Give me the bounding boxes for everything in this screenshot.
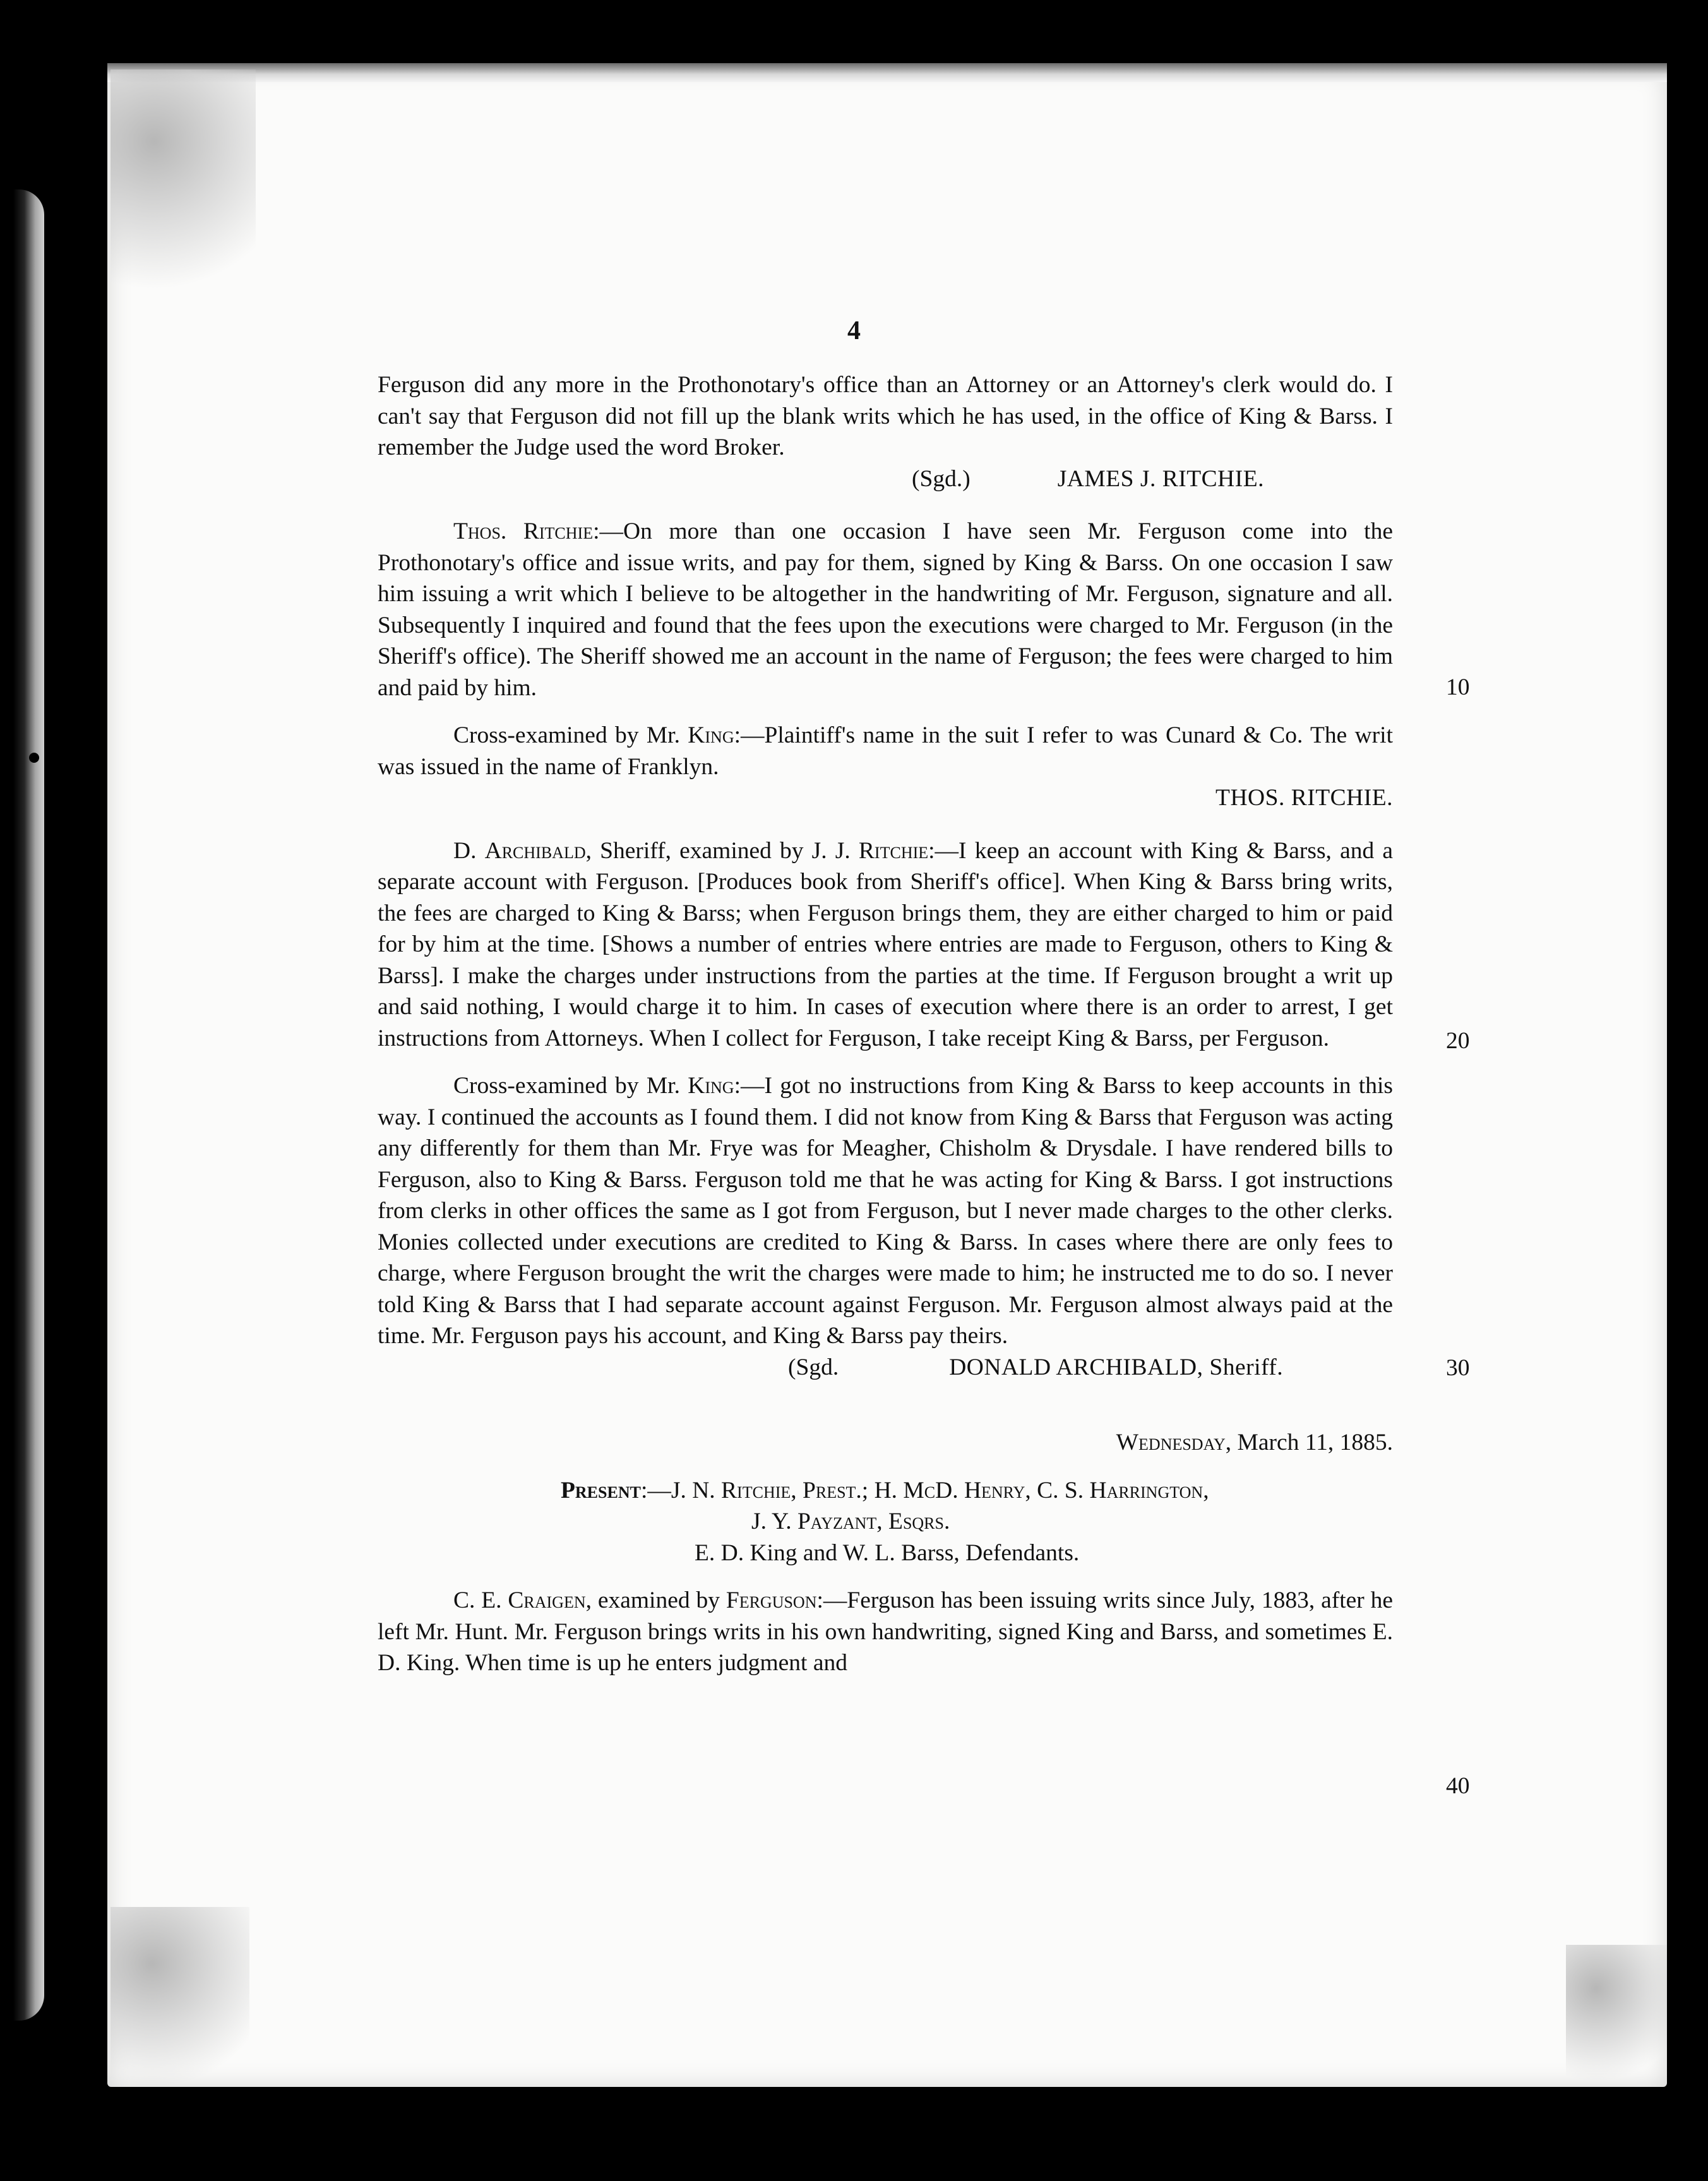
examiner-name: Ritchie [858, 837, 929, 864]
cross-examiner: King [688, 722, 734, 748]
worn-corner-top-left [110, 69, 256, 309]
examiner-name: Ferguson [726, 1587, 817, 1613]
signature-name: JAMES J. RITCHIE. [1057, 465, 1264, 492]
line-number-30: 30 [1446, 1355, 1470, 1381]
spacer [378, 1459, 1393, 1475]
signature-thos-ritchie [378, 782, 1393, 814]
cross-text: :—I got no instructions from King & Barss to keep accounts in this way. I continued the accounts as I found them. I did not know from King & Barss that Ferguson was acting any differently for them than Mr. Frye was for Meagher, Chisholm & Drysdale. I have rendered bills to Ferguson, also to King & Barss. Ferguson told me that he was acting for King & Barss. I got instructions from clerks in other offices the same as I got from Ferguson, but I never made charges to the other clerks. Monies collected under executions are credited to King & Barss. In cases where there are only fees to charge, where Ferguson brought the writ the charges were made to him; he instructed me to do so. I never told King & Barss that I had separate account against Ferguson. Mr. Ferguson almost always paid at the time. Mr. Ferguson pays his account, and King & Barss pay theirs. [378, 1073, 1393, 1349]
witness-name: Archibald [484, 837, 586, 864]
signature-prefix: (Sgd. [788, 1354, 839, 1380]
signature-name: THOS. RITCHIE. [1215, 785, 1393, 811]
cross-examination-1 [378, 720, 1393, 782]
cross-lead: Cross-examined by Mr. [453, 1073, 680, 1099]
speaker-name: Thos. Ritchie [453, 518, 594, 544]
testimony-thos-ritchie [378, 516, 1393, 703]
scan-speck [29, 753, 39, 763]
spacer [378, 494, 1393, 516]
continuation-paragraph: Ferguson did any more in the Prothonotary's office than an Attorney or an Attorney's clerk would do. I can't say that Ferguson did not fill up the blank writs which he has used, in the office of King & Barss. I remember the Judge used the word Broker. [378, 372, 1393, 460]
page-number: 4 [847, 316, 861, 345]
witness-role: , Sheriff, examined by J. J. [585, 837, 851, 864]
line-number-10: 10 [1446, 674, 1470, 700]
testimony-text: :—Ferguson has been issuing writs since July, 1883, after he left Mr. Hunt. Mr. Ferguson brings writs in his own handwriting, signed King and Barss, and sometimes E. D. King. When time is up he enters judgment and [378, 1587, 1394, 1676]
document-body [378, 369, 1393, 1679]
cross-examination-2 [378, 1070, 1393, 1352]
date-weekday: Wednesday [1116, 1430, 1226, 1455]
signature-prefix: (Sgd.) [912, 465, 970, 492]
date-rest: , March 11, 1885. [1225, 1430, 1393, 1455]
worn-corner-bottom-left [110, 1907, 249, 2096]
cross-text: :—Plaintiff's name in the suit I refer to was Cunard & Co. The writ was issued in the name of Franklyn. [378, 722, 1394, 780]
testimony-text: :—I keep an account with King & Barss, and a separate account with Ferguson. [Produces book from Sheriff's office]. When King & Barss bring writs, the fees are charged to King & Barss; when Ferguson brings them, they are either charged to him or paid for by him at the time. [Shows a number of entries where entries are made to Ferguson, others to King & Barss]. I make the charges under instructions from the parties at the time. If Ferguson brought a writ up and said nothing, I would charge it to him. In cases of execution where there is an order to arrest, I get instructions from Attorneys. When I collect for Ferguson, I take receipt King & Barss, per Ferguson. [378, 837, 1393, 1051]
witness-initial: C. E. [453, 1587, 502, 1613]
cross-examiner: King [688, 1073, 734, 1099]
spacer [378, 1383, 1393, 1427]
testimony-text: :—On more than one occasion I have seen Mr. Ferguson come into the Prothonotary's office and issue writs, and pay for them, signed by King & Barss. On one occasion I saw him issuing a writ which I believe to be altogether in the handwriting of Mr. Ferguson, signature and all. Subsequently I inquired and found that the fees upon the executions were charged to Mr. Ferguson (in the Sheriff's office). The Sheriff showed me an account in the name of Ferguson; the fees were charged to him and paid by him. [378, 518, 1393, 701]
testimony-archibald [378, 835, 1393, 1055]
cross-lead: Cross-examined by Mr. [453, 722, 680, 748]
session-date [378, 1427, 1393, 1459]
signature-name: DONALD ARCHIBALD, Sheriff. [949, 1354, 1284, 1380]
testimony-craigen [378, 1585, 1393, 1679]
spacer [378, 814, 1393, 835]
adjacent-page-edge [0, 189, 44, 2021]
present-label: Present [561, 1477, 641, 1503]
present-list [378, 1475, 1393, 1569]
spacer [378, 703, 1393, 720]
line-number-20: 20 [1446, 1028, 1470, 1054]
present-line-3: E. D. King and W. L. Barss, Defendants. [695, 1539, 1080, 1566]
spacer [378, 1569, 1393, 1585]
witness-role: , examined by [585, 1587, 720, 1613]
witness-name: Craigen [508, 1587, 586, 1613]
scan-speck [25, 2153, 33, 2161]
worn-corner-bottom-right [1566, 1945, 1667, 2090]
present-names-1: :—J. N. Ritchie, Prest.; H. McD. Henry, C. S. Harrington, [640, 1477, 1209, 1503]
present-line-1 [378, 1475, 1393, 1507]
sheet-top-edge [107, 63, 1667, 82]
present-line-2: J. Y. Payzant, Esqrs. [751, 1509, 950, 1534]
line-number-40: 40 [1446, 1773, 1470, 1799]
witness-initial: D. [453, 837, 477, 864]
spacer [378, 1054, 1393, 1070]
signature-donald-archibald [378, 1352, 1393, 1383]
signature-james-ritchie [378, 463, 1393, 495]
